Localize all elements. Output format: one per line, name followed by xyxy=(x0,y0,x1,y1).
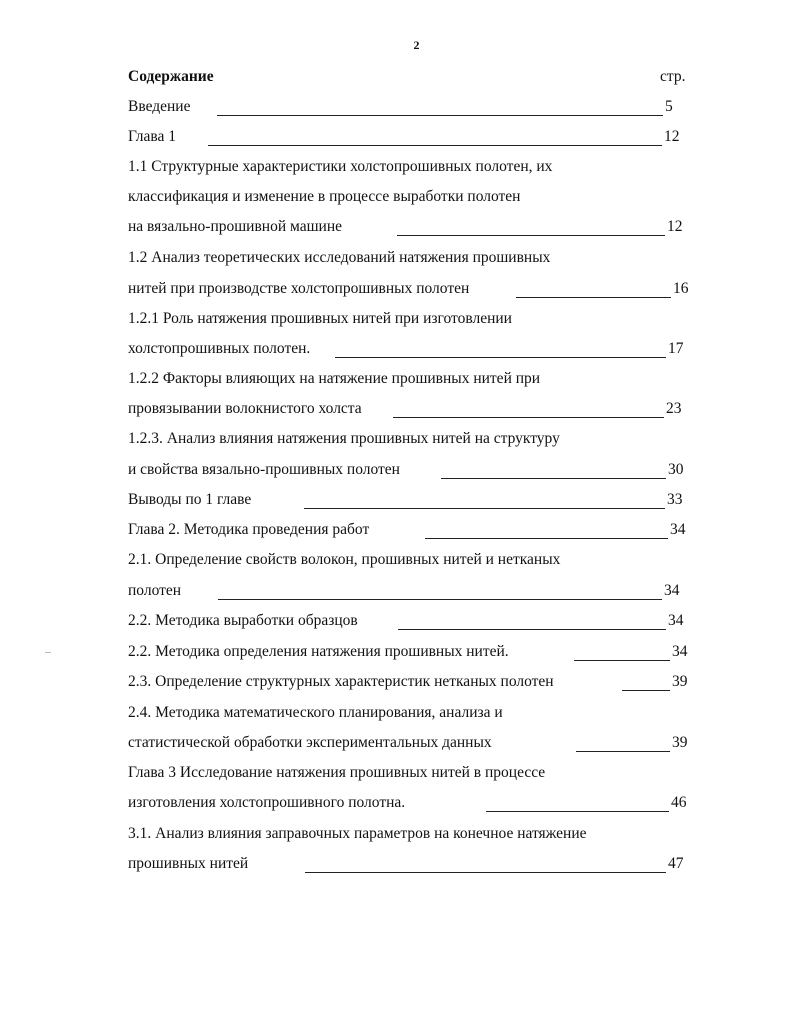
toc-entry-page: 46 xyxy=(671,794,687,811)
toc-entry-page: 12 xyxy=(667,218,683,235)
dot-leader xyxy=(516,297,671,298)
toc-entry-page: 34 xyxy=(664,582,680,599)
toc-entry-text: Глава 3 Исследование натяжения прошивных нитей в процессе xyxy=(128,764,546,781)
dot-leader xyxy=(425,538,668,539)
toc-entry-text: на вязально-прошивной машине xyxy=(128,218,342,235)
dot-leader xyxy=(398,629,666,630)
toc-entry-page: 17 xyxy=(668,340,684,357)
toc-entry-text: 2.4. Методика математического планирования, анализа и xyxy=(128,704,503,721)
toc-entry-text: провязывании волокнистого холста xyxy=(128,400,362,417)
dot-leader xyxy=(218,599,662,600)
toc-entry-text: классификация и изменение в процессе выработки полотен xyxy=(128,188,521,205)
toc-entry-text: полотен xyxy=(128,582,182,599)
page-number: 2 xyxy=(413,38,420,52)
toc-entry-text: 2.2. Методика выработки образцов xyxy=(128,612,358,629)
toc-entry-text: 3.1. Анализ влияния заправочных параметров на конечное натяжение xyxy=(128,825,587,842)
dot-leader xyxy=(304,508,665,509)
toc-entry-text: 2.1. Определение свойств волокон, прошивных нитей и нетканых xyxy=(128,551,561,568)
toc-entry-text: холстопрошивных полотен. xyxy=(128,340,311,357)
page-column-header: стр. xyxy=(660,68,686,85)
dot-leader xyxy=(576,751,670,752)
toc-entry-page: 34 xyxy=(672,643,688,660)
dot-leader xyxy=(397,235,665,236)
toc-entry-text: 1.2 Анализ теоретических исследований натяжения прошивных xyxy=(128,249,551,266)
toc-entry-text: 1.2.3. Анализ влияния натяжения прошивных нитей на структуру xyxy=(128,430,560,447)
dot-leader xyxy=(305,872,666,873)
toc-entry-page: 12 xyxy=(664,128,680,145)
toc-entry-page: 16 xyxy=(673,280,689,297)
toc-entry-text: Глава 2. Методика проведения работ xyxy=(128,521,370,538)
toc-entry-page: 33 xyxy=(667,491,683,508)
dot-leader xyxy=(208,145,662,146)
scan-mark xyxy=(45,652,51,653)
dot-leader xyxy=(486,811,669,812)
toc-entry-page: 34 xyxy=(668,612,684,629)
toc-entry-text: нитей при производстве холстопрошивных полотен xyxy=(128,280,470,297)
toc-entry-text: прошивных нитей xyxy=(128,855,249,872)
toc-entry-page: 39 xyxy=(672,673,688,690)
toc-entry-page: 39 xyxy=(672,734,688,751)
toc-entry-text: 1.2.1 Роль натяжения прошивных нитей при изготовлении xyxy=(128,310,512,327)
toc-entry-text: Глава 1 xyxy=(128,128,177,145)
contents-title: Содержание xyxy=(128,68,214,85)
toc-entry-text: изготовления холстопрошивного полотна. xyxy=(128,794,406,811)
toc-entry-text: статистической обработки экспериментальных данных xyxy=(128,734,492,751)
dot-leader xyxy=(441,478,666,479)
toc-entry-text: 1.1 Структурные характеристики холстопрошивных полотен, их xyxy=(128,158,553,175)
toc-entry-page: 23 xyxy=(666,400,682,417)
toc-entry-text: 1.2.2 Факторы влияющих на натяжение прошивных нитей при xyxy=(128,370,541,387)
toc-entry-text: 2.3. Определение структурных характеристик нетканых полотен xyxy=(128,673,554,690)
toc-entry-page: 34 xyxy=(670,521,686,538)
toc-entry-page: 30 xyxy=(668,461,684,478)
dot-leader xyxy=(335,357,666,358)
dot-leader xyxy=(574,660,670,661)
toc-entry-text: Введение xyxy=(128,98,191,115)
dot-leader xyxy=(622,690,670,691)
toc-entry-text: и свойства вязально-прошивных полотен xyxy=(128,461,400,478)
dot-leader xyxy=(393,417,664,418)
toc-entry-text: 2.2. Методика определения натяжения прошивных нитей. xyxy=(128,643,509,660)
dot-leader xyxy=(217,115,663,116)
toc-entry-page: 5 xyxy=(665,98,673,115)
toc-entry-text: Выводы по 1 главе xyxy=(128,491,252,508)
toc-entry-page: 47 xyxy=(668,855,684,872)
